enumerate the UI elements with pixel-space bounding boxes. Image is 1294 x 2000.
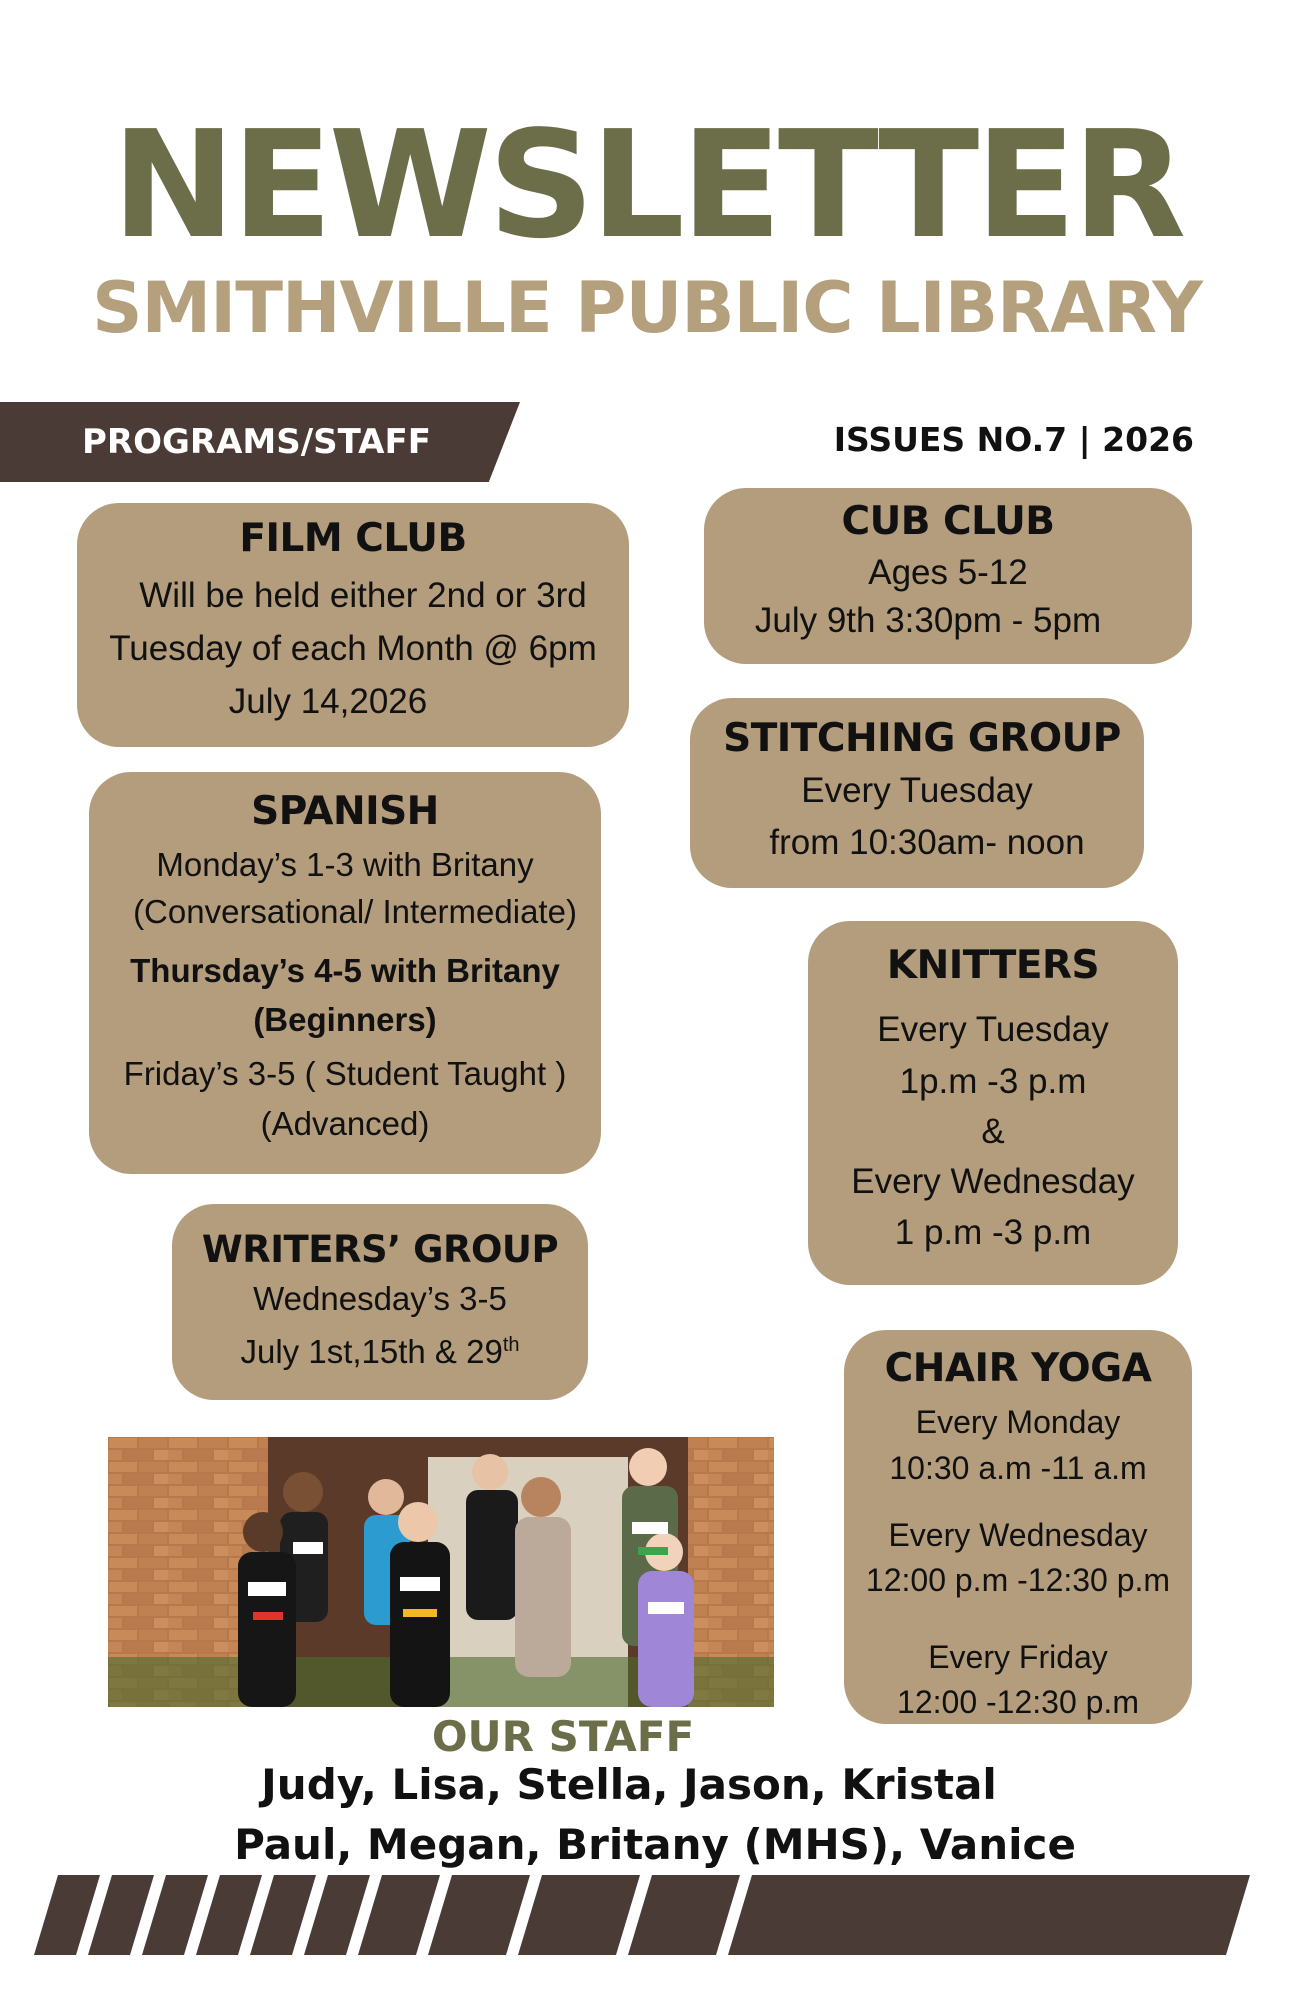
spanish-line-3: Thursday’s 4-5 with Britany <box>130 952 560 989</box>
chair-yoga-line-1: Every Monday <box>915 1404 1121 1440</box>
knitters-line-5: 1 p.m -3 p.m <box>894 1213 1092 1252</box>
stitching-group-title: STITCHING GROUP <box>723 716 1121 761</box>
staff-photo-illustration <box>108 1437 774 1707</box>
knitters-line-2: 1p.m -3 p.m <box>899 1062 1087 1101</box>
spanish-title: SPANISH <box>251 789 439 834</box>
film-club-title: FILM CLUB <box>239 516 467 561</box>
knitters-title: KNITTERS <box>886 943 1100 988</box>
film-club-line-2: Tuesday of each Month @ 6pm <box>109 629 597 668</box>
stitching-group-line-1: Every Tuesday <box>801 771 1033 810</box>
cub-club-date: July 9th 3:30pm - 5pm <box>754 601 1102 640</box>
writers-group-title: WRITERS’ GROUP <box>201 1228 559 1271</box>
staff-names-line-1: Judy, Lisa, Stella, Jason, Kristal <box>261 1760 997 1809</box>
knitters-line-3: & <box>981 1112 1005 1151</box>
staff-names-line-2: Paul, Megan, Britany (MHS), Vanice <box>234 1820 1076 1869</box>
decorative-stripes <box>0 1875 1294 1955</box>
writers-group-card <box>172 1204 588 1400</box>
film-club-line-1: Will be held either 2nd or 3rd <box>139 576 587 615</box>
knitters-line-4: Every Wednesday <box>851 1162 1135 1201</box>
writers-group-dates-suffix: th <box>502 1334 520 1356</box>
chair-yoga-card <box>844 1330 1192 1724</box>
newsletter-title: NEWSLETTER <box>111 99 1183 271</box>
writers-group-line-1: Wednesday’s 3-5 <box>253 1280 507 1317</box>
spanish-line-6: (Advanced) <box>260 1105 430 1142</box>
writers-group-line-2 <box>172 1322 588 1375</box>
chair-yoga-line-3: Every Wednesday <box>888 1517 1148 1553</box>
staff-photo <box>108 1437 774 1707</box>
chair-yoga-title: CHAIR YOGA <box>884 1346 1152 1391</box>
cub-club-card <box>704 488 1192 664</box>
issue-number: ISSUES NO.7 | 2026 <box>833 420 1194 459</box>
knitters-line-1: Every Tuesday <box>877 1010 1109 1049</box>
spanish-line-1: Monday’s 1-3 with Britany <box>156 846 534 883</box>
stitching-group-line-2: from 10:30am- noon <box>769 823 1085 862</box>
spanish-line-2: (Conversational/ Intermediate) <box>133 893 577 930</box>
stitching-group-card <box>690 698 1144 888</box>
staff-heading: OUR STAFF <box>431 1712 695 1761</box>
film-club-card <box>77 503 629 747</box>
film-club-date: July 14,2026 <box>228 682 428 721</box>
cub-club-ages: Ages 5-12 <box>868 553 1028 592</box>
writers-group-dates: July 1st,15th & 29 <box>240 1333 503 1370</box>
chair-yoga-line-4: 12:00 p.m -12:30 p.m <box>865 1562 1171 1598</box>
section-label: PROGRAMS/STAFF <box>82 422 431 462</box>
spanish-card <box>89 772 601 1174</box>
knitters-card <box>808 921 1178 1285</box>
chair-yoga-line-5: Every Friday <box>928 1639 1108 1675</box>
chair-yoga-line-6: 12:00 -12:30 p.m <box>897 1684 1139 1720</box>
chair-yoga-line-2: 10:30 a.m -11 a.m <box>889 1450 1147 1486</box>
library-name: SMITHVILLE PUBLIC LIBRARY <box>92 267 1202 349</box>
spanish-line-4: (Beginners) <box>253 1001 437 1038</box>
cub-club-title: CUB CLUB <box>841 499 1055 544</box>
spanish-line-5: Friday’s 3-5 ( Student Taught ) <box>123 1055 567 1092</box>
